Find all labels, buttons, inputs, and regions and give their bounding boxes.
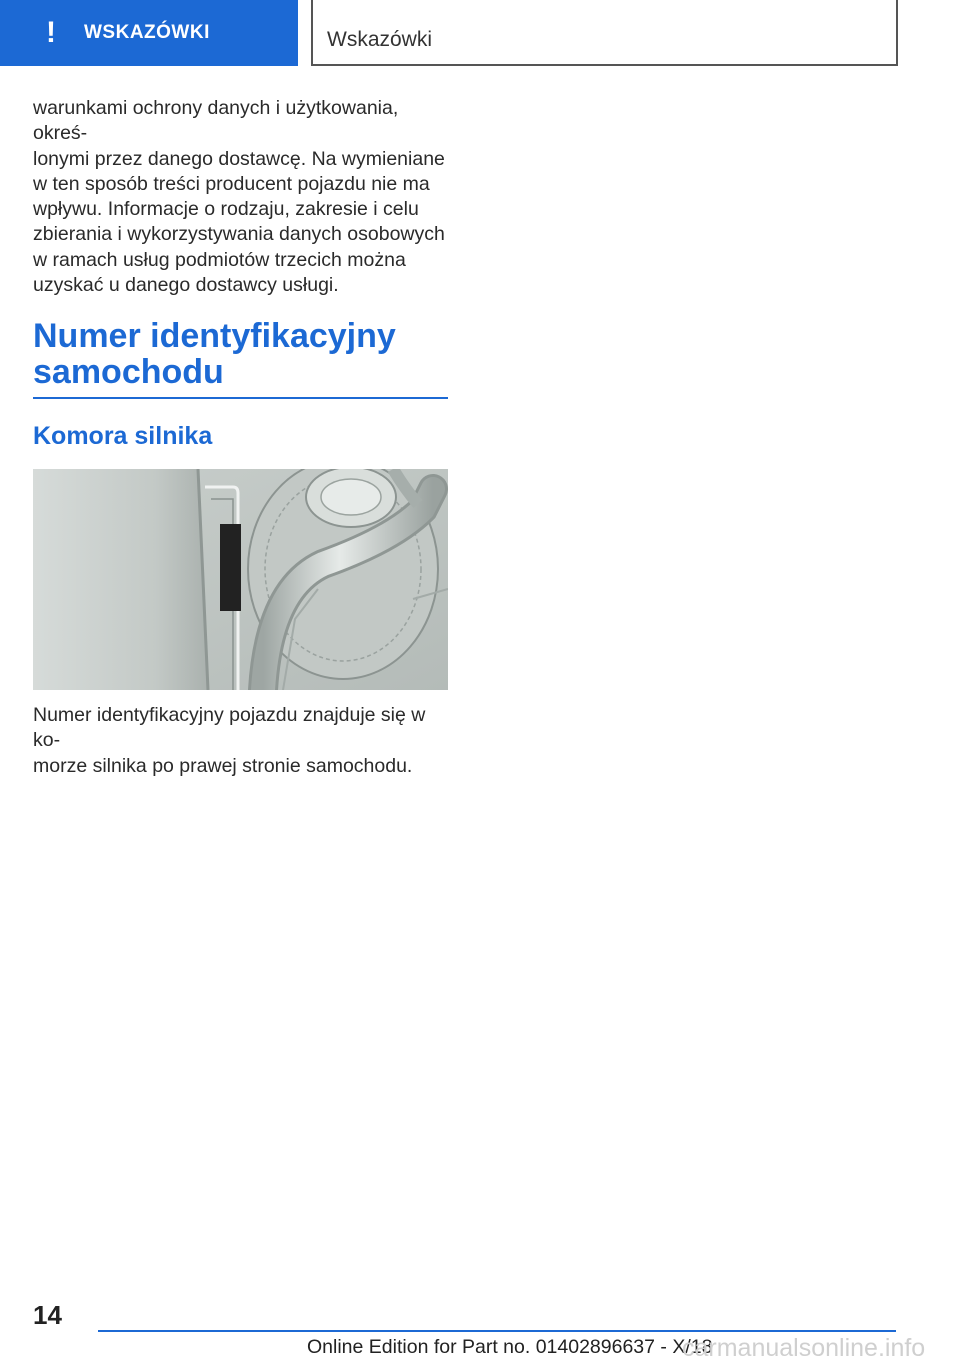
intro-line: w ramach usług podmiotów trzecich można xyxy=(33,248,406,271)
chapter-title: Wskazówki xyxy=(327,28,433,51)
intro-line: uzyskać u danego dostawcy usługi. xyxy=(33,274,339,297)
section-tab xyxy=(0,0,298,66)
section-tab-label: WSKAZÓWKI xyxy=(84,22,210,43)
exclamation-icon: ! xyxy=(46,16,56,49)
intro-line: warunkami ochrony danych i użytkowania, okreś- xyxy=(33,97,399,145)
intro-line: lonymi przez danego dostawcę. Na wymieniane xyxy=(33,147,445,170)
heading-divider xyxy=(33,397,448,399)
intro-line: w ten sposób treści producent pojazdu nie ma xyxy=(33,172,430,195)
intro-line: zbierania i wykorzystywania danych osobowych xyxy=(33,223,445,246)
page-number: 14 xyxy=(33,1300,62,1330)
chapter-header xyxy=(311,0,898,66)
intro-paragraph xyxy=(33,96,448,298)
subsection-heading: Komora silnika xyxy=(33,422,213,450)
caption-line: Numer identyfikacyjny pojazdu znajduje się w ko- xyxy=(33,704,426,752)
footer-divider xyxy=(98,1330,896,1332)
footer-edition: Online Edition for Part no. 01402896637 - X/18 xyxy=(307,1336,713,1358)
section-heading-line: samochodu xyxy=(33,353,224,391)
section-heading-line: Numer identyfikacyjny xyxy=(33,317,396,355)
caption-paragraph xyxy=(33,703,448,779)
intro-line: wpływu. Informacje o rodzaju, zakresie i celu xyxy=(33,198,419,221)
caption-line: morze silnika po prawej stronie samochodu. xyxy=(33,754,413,777)
watermark: carmanualsonline.info xyxy=(682,1334,926,1362)
engine-compartment-illustration xyxy=(33,469,448,690)
section-heading xyxy=(33,318,448,390)
